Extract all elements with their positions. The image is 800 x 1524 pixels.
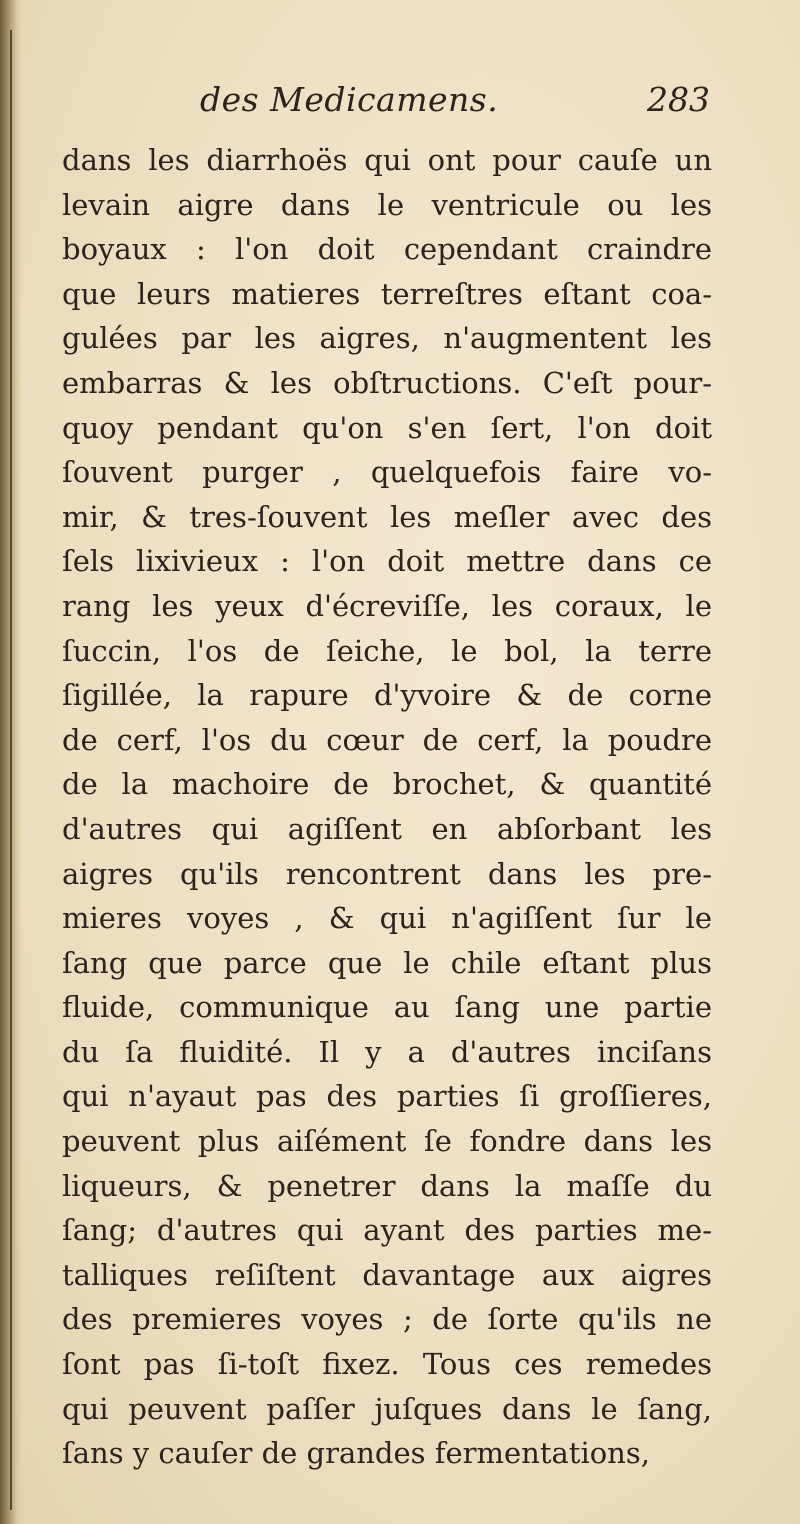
page-gutter-shadow xyxy=(0,0,22,1524)
body-text xyxy=(62,138,712,1476)
text-line: ſont pas ſi-toſt fixez. Tous ces remedes xyxy=(62,1347,712,1382)
text-line: ſang; d'autres qui ayant des parties me- xyxy=(62,1213,712,1248)
text-line: quoy pendant qu'on s'en ſert, l'on doit xyxy=(62,410,712,445)
text-line: d'autres qui agiſſent en abſorbant les xyxy=(62,811,712,846)
text-line: ſouvent purger , quelquefois faire vo- xyxy=(62,455,712,490)
text-line: gulées par les aigres, n'augmentent les xyxy=(62,321,712,356)
running-title: des Medicamens. xyxy=(200,80,499,119)
text-line: que leurs matieres terreſtres eſtant coa- xyxy=(62,276,712,311)
text-line: ſigillée, la rapure d'yvoire & de corne xyxy=(62,678,712,713)
text-line: liqueurs, & penetrer dans la maſſe du xyxy=(62,1168,712,1203)
text-line: talliques reſiſtent davantage aux aigres xyxy=(62,1257,712,1292)
gutter-edge-line xyxy=(10,30,12,1510)
text-line: aigres qu'ils rencontrent dans les pre- xyxy=(62,856,712,891)
text-line: boyaux : l'on doit cependant craindre xyxy=(62,232,712,267)
text-line: rang les yeux d'écreviſſe, les coraux, le xyxy=(62,588,712,623)
text-line: ſels lixivieux : l'on doit mettre dans ce xyxy=(62,544,712,579)
text-line: de la machoire de brochet, & quantité xyxy=(62,767,712,802)
text-line: ſang que parce que le chile eſtant plus xyxy=(62,945,712,980)
text-line: de cerf, l'os du cœur de cerf, la poudre xyxy=(62,722,712,757)
text-line: qui n'ayaut pas des parties ſi groſſieres, xyxy=(62,1079,712,1114)
text-line: dans les diarrhoës qui ont pour cauſe un xyxy=(62,143,712,177)
text-line: peuvent plus aiſément ſe fondre dans les xyxy=(62,1124,712,1159)
text-line: embarras & les obſtructions. C'eſt pour- xyxy=(62,365,712,400)
text-line: qui peuvent paſſer juſques dans le ſang, xyxy=(62,1391,712,1426)
text-line: ſans y cauſer de grandes fermentations, xyxy=(62,1436,650,1471)
text-line: du ſa fluidité. Il y a d'autres inciſans xyxy=(62,1034,712,1069)
text-line: ſuccin, l'os de ſeiche, le bol, la terre xyxy=(62,633,712,668)
text-line: mir, & tres-ſouvent les meſler avec des xyxy=(62,499,712,534)
text-line: fluide, communique au ſang une partie xyxy=(62,990,712,1025)
text-line: des premieres voyes ; de ſorte qu'ils ne xyxy=(62,1302,712,1337)
page-number: 283 xyxy=(647,80,710,119)
text-line: levain aigre dans le ventricule ou les xyxy=(62,187,712,222)
page-header xyxy=(200,80,710,128)
text-line: mieres voyes , & qui n'agiſſent ſur le xyxy=(62,901,712,936)
